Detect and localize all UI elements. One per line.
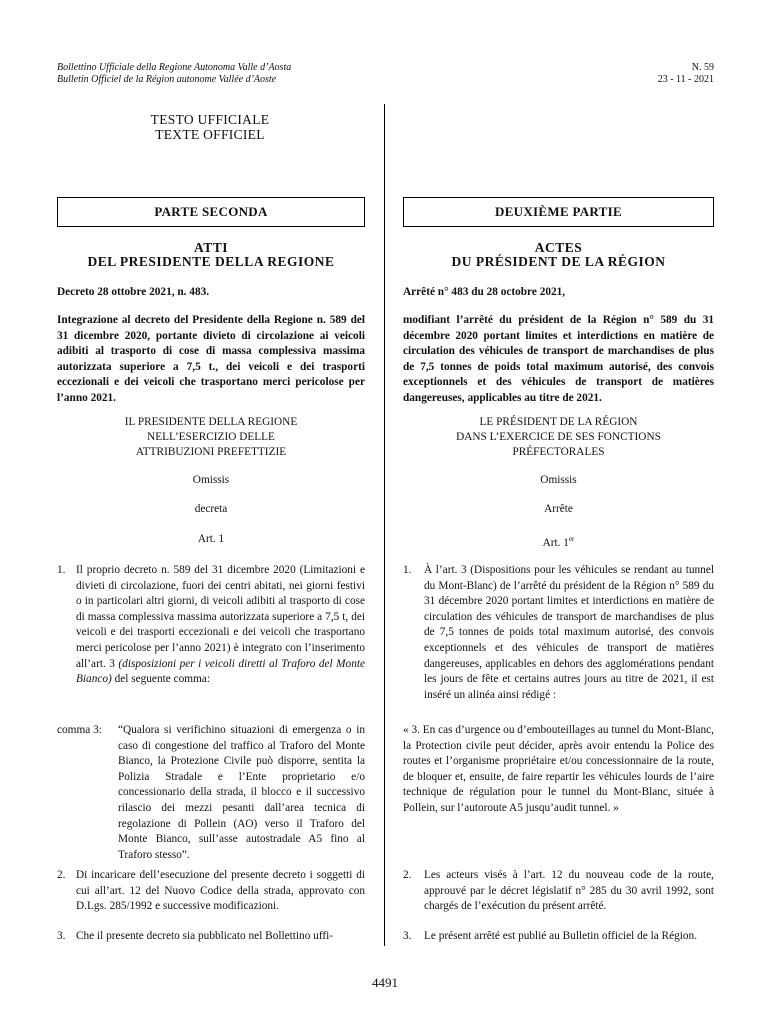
quote-text-french: « 3. En cas d’urgence ou d’embouteillages au tunnel du Mont-Blanc, la Protection civile peut décider, après avoir entendu la Police des routes et l’organisme propriétaire et/ou concessionnaire de la route, de bloquer et, ensuite, de faire repartir les véhicules lourds de l’aire technique de régulation pour le tunnel du Mont-Blanc, située à Pollein, sur l’autoroute A5 jusqu’audit tunnel. » — [403, 724, 715, 814]
article-heading-italian: Art. 1 — [197, 533, 225, 545]
authority-line3: ATTRIBUZIONI PREFETTIZIE — [135, 446, 287, 458]
acts-heading-line2: DU PRÉSIDENT DE LA RÉGION — [451, 254, 666, 269]
issue-number: N. 59 — [691, 62, 714, 73]
item1-number-french: 1. — [403, 564, 412, 576]
decree-reference-french: Arrêté n° 483 du 28 octobre 2021, — [403, 286, 566, 298]
decrees-french: Arrête — [544, 503, 573, 515]
comma-text: “Qualora si verifichino situazioni di emergenza o in caso di congestione del traffico al Traforo del Monte Bianco, la Protezione Civile può disporre, sentita la Polizia Stradale e l’Ente proprietario e/o concessionario della strada, il blocco e il successivo rilascio dei mezzi pesanti dall’area tecnica di regolazione di Pollein (AO) verso il Traforo del Monte Bianco, sull’asse autostradale A5 fino al Traforo stesso”. — [118, 724, 365, 861]
article-superscript: er — [568, 535, 575, 543]
authority-line3: PRÉFECTORALES — [512, 446, 605, 458]
acts-heading-line2: DEL PRESIDENTE DELLA REGIONE — [87, 254, 335, 269]
item1-text-italian — [76, 563, 365, 688]
authority-line2: NELL’ESERCIZIO DELLE — [147, 431, 275, 443]
comma-label: comma 3: — [57, 724, 102, 736]
item2-number-french: 2. — [403, 869, 412, 881]
item3-text-french: Le présent arrêté est publié au Bulletin officiel de la Région. — [424, 930, 698, 942]
authority-italian — [57, 415, 365, 460]
issue-info — [560, 62, 714, 86]
item3-text-italian: Che il presente decreto sia pubblicato nel Bollettino uffi- — [76, 930, 334, 942]
issue-date: 23 - 11 - 2021 — [657, 74, 714, 85]
omissis-french: Omissis — [540, 474, 577, 486]
item2-number-italian: 2. — [57, 869, 66, 881]
page-number: 4491 — [372, 975, 398, 990]
authority-french — [403, 415, 714, 460]
decree-title-french: modifiant l’arrêté du président de la Région n° 589 du 31 décembre 2020 portant limites et interdictions en matière de circulation des véhicules de transport de marchandises de plus de 7,5 tonnes de poids total maximum autorisé, des convois exceptionnels et des véhicules de transport de matières dangereuses, applicables au titre de 2021. — [403, 314, 714, 404]
part-heading-french: DEUXIÈME PARTIE — [403, 197, 714, 227]
article-heading-french — [403, 532, 714, 551]
bulletin-name-french: Bulletin Officiel de la Région autonome Vallée d’Aoste — [57, 74, 277, 85]
acts-heading-italian — [57, 241, 365, 269]
authority-line1: LE PRÉSIDENT DE LA RÉGION — [479, 416, 638, 428]
decree-reference-italian: Decreto 28 ottobre 2021, n. 483. — [57, 286, 210, 298]
bulletin-name-italian: Bollettino Ufficiale della Regione Autonoma Valle d’Aosta — [57, 62, 292, 73]
item1-text-part-b: del seguente comma: — [114, 673, 210, 686]
authority-line2: DANS L’EXERCICE DE SES FONCTIONS — [456, 431, 661, 443]
official-text-label — [110, 112, 310, 142]
item1-number-italian: 1. — [57, 564, 66, 576]
decree-title-italian: Integrazione al decreto del Presidente della Regione n. 589 del 31 dicembre 2020, portante divieto di circolazione ai veicoli adibiti al trasporto di cose di massa complessiva massima autorizzata superiore a 7,5 t., dei veicoli e dei trasporti eccezionali e dei veicoli che trasportano merci pericolose per l’anno 2021. — [57, 314, 365, 404]
omissis-italian: Omissis — [192, 474, 230, 486]
item2-text-italian: Di incaricare dell’esecuzione del presente decreto i soggetti di cui all’art. 12 del Nuovo Codice della strada, approvato con D.Lgs. 285/1992 e successive modificazioni. — [76, 869, 365, 913]
official-text-french: TEXTE OFFICIEL — [155, 127, 265, 142]
bulletin-header — [57, 62, 377, 86]
item1-text-italic: (disposizioni per i veicoli diretti al Traforo del Monte Bianco) — [76, 657, 366, 686]
item2-text-french: Les acteurs visés à l’art. 12 du nouveau code de la route, approuvé par le décret législatif n° 285 du 30 avril 1992, sont chargés de l’exécution du présent arrêté. — [424, 869, 714, 913]
acts-heading-line1: ATTI — [193, 240, 228, 255]
item3-number-french: 3. — [403, 930, 412, 942]
official-text-italian: TESTO UFFICIALE — [150, 112, 270, 127]
decrees-italian: decreta — [194, 503, 228, 515]
item1-text-french: À l’art. 3 (Dispositions pour les véhicules se rendant au tunnel du Mont-Blanc) de l’arrêté du président de la Région n° 589 du 31 décembre 2020 portant limites et interdictions en matière de circulation des véhicules de transport de marchandises de plus de 7,5 tonnes de poids total maximum autorisé, des convois exceptionnels et des véhicules de transport de matières dangereuses, applicables en dehors des agglomérations pendant les jours de fête et certains autres jours au titre de 2021, il est inséré un alinéa ainsi rédigé : — [424, 564, 714, 701]
item1-text-part-a: Il proprio decreto n. 589 del 31 dicembre 2020 (Limitazioni e divieti di circolazione, fuori dei centri abitati, nei giorni festivi o in particolari altri giorni, di veicoli adibiti al trasporto di cose di massa complessiva massima autorizzata superiore a 7,5 t, dei veicoli e dei trasporti eccezionali e dei veicoli che trasportano merci pericolose per l’anno 2021) è integrato con l’inserimento all’art. 3 — [76, 564, 365, 670]
article-label: Art. 1 — [542, 536, 569, 549]
part-heading-italian: PARTE SECONDA — [57, 197, 365, 227]
acts-heading-line1: ACTES — [534, 240, 583, 255]
column-divider — [384, 104, 385, 946]
authority-line1: IL PRESIDENTE DELLA REGIONE — [124, 416, 298, 428]
acts-heading-french — [403, 241, 714, 269]
item3-number-italian: 3. — [57, 930, 66, 942]
